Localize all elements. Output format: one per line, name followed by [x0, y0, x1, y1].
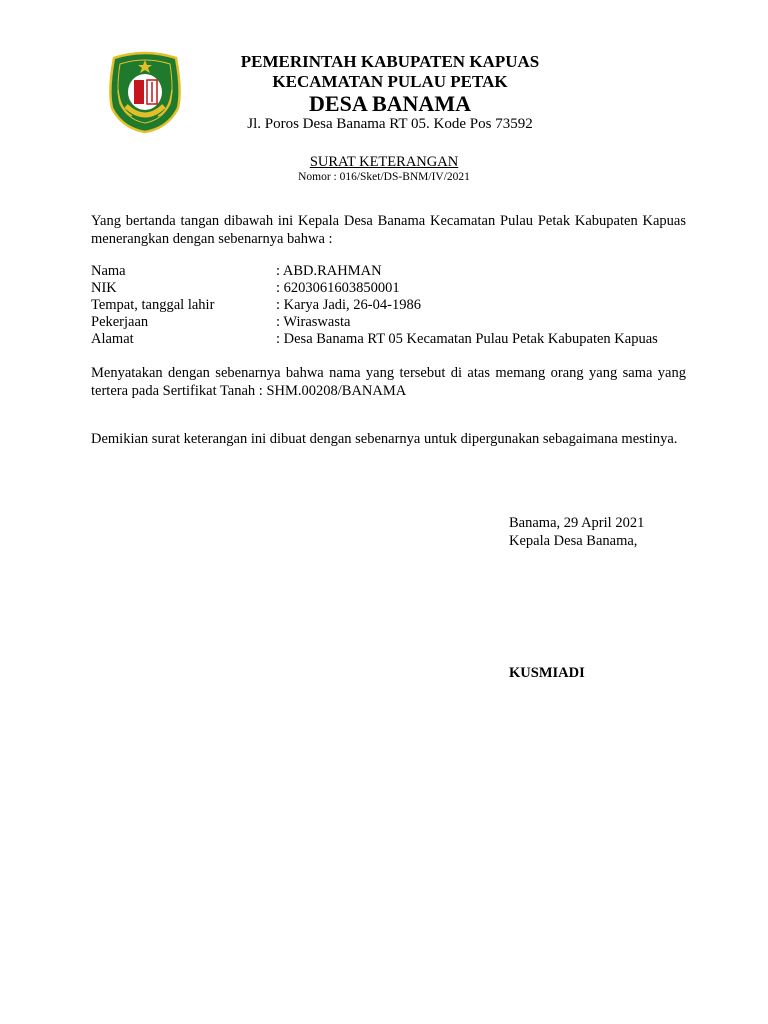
field-label: Nama	[91, 263, 126, 279]
field-value: : ABD.RAHMAN	[276, 263, 382, 279]
letter-number: Nomor : 016/Sket/DS-BNM/IV/2021	[298, 171, 470, 183]
field-label: Tempat, tanggal lahir	[91, 297, 215, 313]
field-value: : Karya Jadi, 26-04-1986	[276, 297, 421, 313]
field-value: : 6203061603850001	[276, 280, 400, 296]
statement-paragraph: Menyatakan dengan sebenarnya bahwa nama yang tersebut di atas memang orang yang sama yang tertera pada Sertifikat Tanah : SHM.00208/BANAMA	[91, 365, 686, 399]
letter-title-wrapper	[0, 154, 768, 171]
intro-paragraph: Yang bertanda tangan dibawah ini Kepala Desa Banama Kecamatan Pulau Petak Kabupaten Kapuas menerangkan dengan sebenarnya bahwa :	[91, 213, 686, 247]
signature-place-date: Banama, 29 April 2021	[509, 515, 645, 531]
signature-position: Kepala Desa Banama,	[509, 533, 638, 549]
header-government: PEMERINTAH KABUPATEN KAPUAS	[240, 52, 540, 71]
field-value: : Desa Banama RT 05 Kecamatan Pulau Petak Kabupaten Kapuas	[276, 331, 658, 347]
header-district: KECAMATAN PULAU PETAK	[272, 72, 508, 91]
letter-title: SURAT KETERANGAN	[309, 154, 459, 170]
signatory-name: KUSMIADI	[509, 665, 585, 681]
header-village: DESA BANAMA	[309, 91, 471, 116]
closing-paragraph: Demikian surat keterangan ini dibuat dengan sebenarnya untuk dipergunakan sebagaimana mestinya.	[91, 431, 678, 447]
field-label: Alamat	[91, 331, 134, 347]
field-label: Pekerjaan	[91, 314, 149, 330]
header-address: Jl. Poros Desa Banama RT 05. Kode Pos 73592	[247, 116, 533, 132]
kapuas-regency-emblem-icon	[106, 50, 184, 134]
field-label: NIK	[91, 280, 117, 296]
field-value: : Wiraswasta	[276, 314, 351, 330]
